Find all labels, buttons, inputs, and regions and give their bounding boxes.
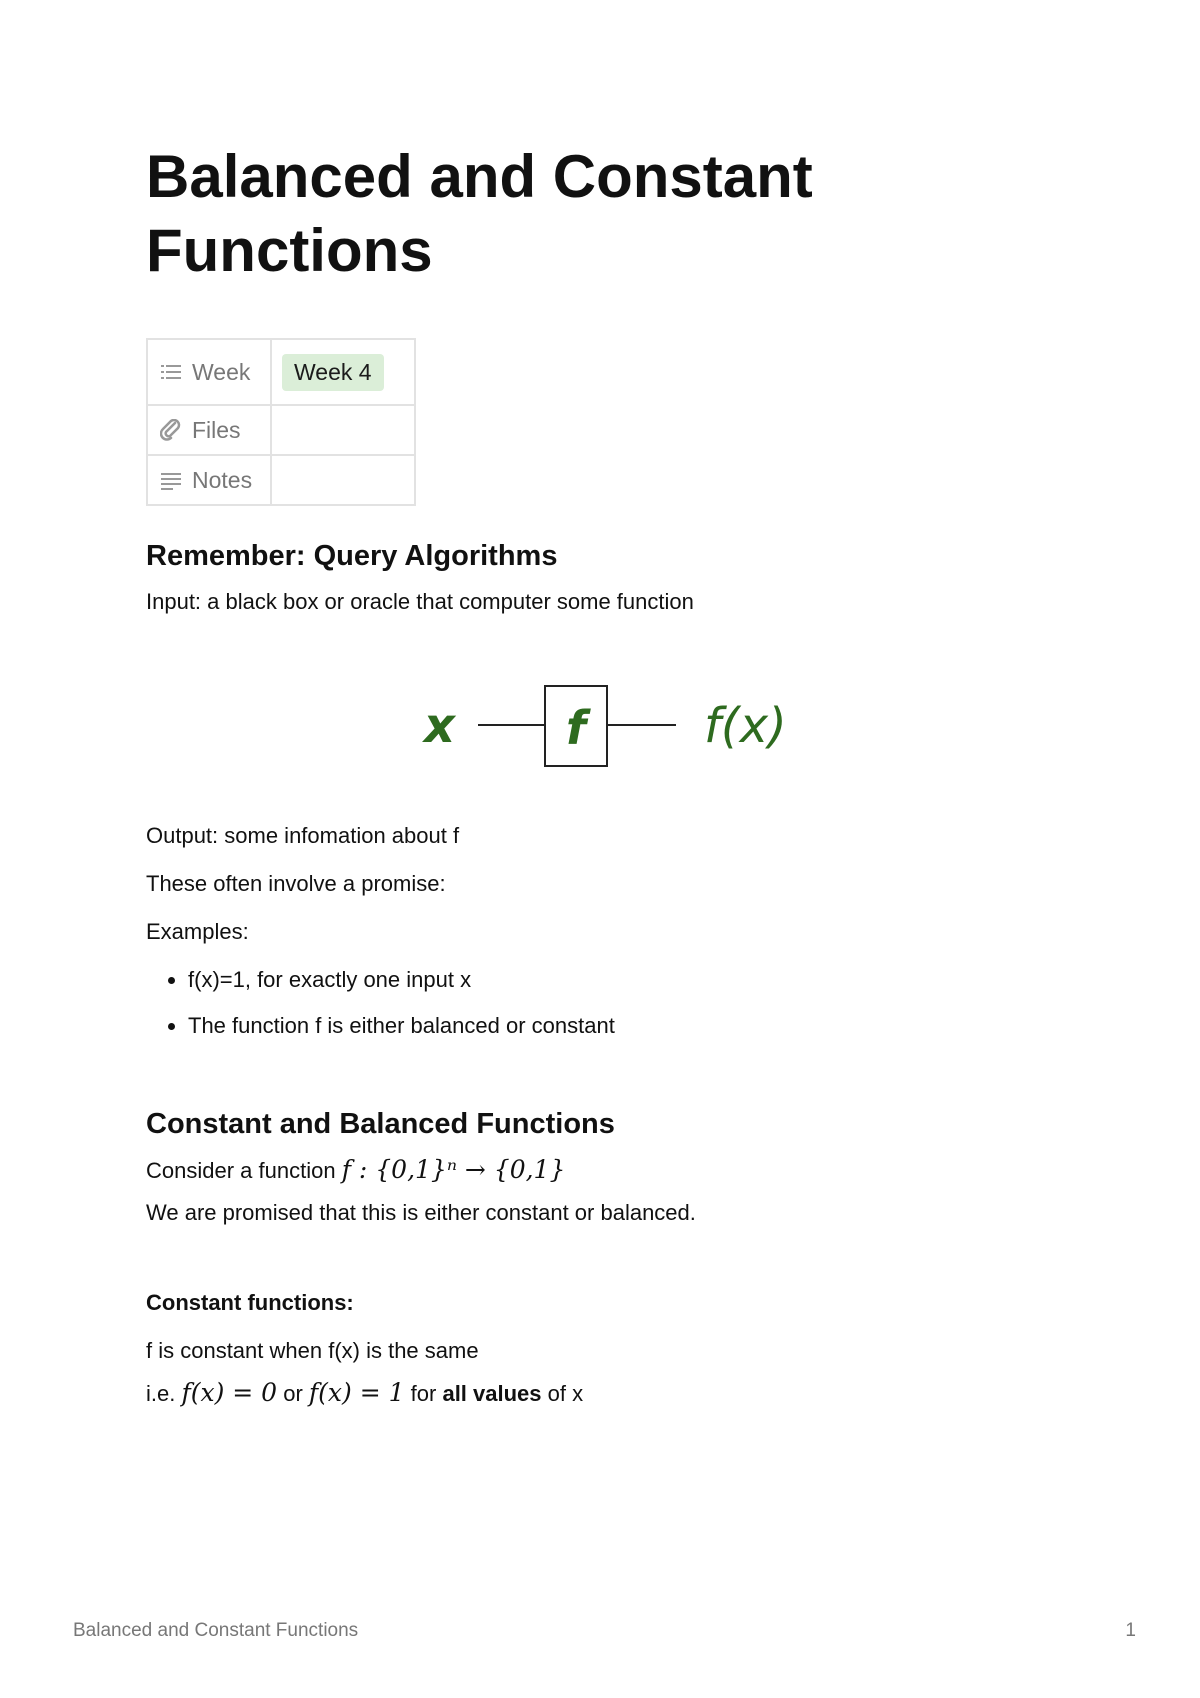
promise-text: These often involve a promise: <box>146 871 446 896</box>
oracle-diagram <box>386 670 826 770</box>
list-item: • f(x)=1, for exactly one input x <box>188 966 1066 994</box>
week-tag[interactable]: Week 4 <box>282 354 384 391</box>
files-value[interactable] <box>271 405 415 455</box>
examples-list <box>146 966 1066 1040</box>
section-heading-query-algorithms: Remember: Query Algorithms <box>146 540 558 572</box>
ie-or: or <box>283 1381 303 1406</box>
page-title: Balanced and Constant Functions <box>146 143 813 284</box>
ie-prefix: i.e. <box>146 1381 176 1406</box>
paperclip-icon <box>160 419 182 441</box>
property-row-files <box>147 405 415 455</box>
math-f-equals-0: f(x) = 0 <box>181 1378 278 1407</box>
property-key-week: Week <box>192 358 251 385</box>
constant-functions-heading: Constant functions: <box>146 1290 354 1315</box>
consider-prefix: Consider a function <box>146 1158 336 1183</box>
output-description: Output: some infomation about f <box>146 823 460 848</box>
diagram-input-label: x <box>424 698 455 754</box>
property-key-notes: Notes <box>192 466 253 493</box>
promised-text: We are promised that this is either constant or balanced. <box>146 1200 696 1225</box>
notes-value[interactable] <box>271 455 415 505</box>
list-item: • The function f is either balanced or constant <box>188 1012 1066 1040</box>
footer-title: Balanced and Constant Functions <box>73 1620 359 1641</box>
property-row-notes <box>147 455 415 505</box>
examples-label: Examples: <box>146 919 249 944</box>
function-signature-math: f : {0,1}ⁿ → {0,1} <box>341 1155 566 1184</box>
math-f-equals-1: f(x) = 1 <box>308 1378 405 1407</box>
ie-suffix: of x <box>547 1381 584 1406</box>
section-heading-constant-balanced: Constant and Balanced Functions <box>146 1108 615 1140</box>
ie-for: for <box>410 1381 437 1406</box>
constant-example <box>146 1379 1066 1408</box>
ie-all-values: all values <box>442 1381 542 1406</box>
text-lines-icon <box>160 469 182 491</box>
property-key-files: Files <box>192 416 241 443</box>
consider-function-text <box>146 1156 1066 1185</box>
list-icon <box>160 361 182 383</box>
diagram-output-label: f(x) <box>704 698 787 754</box>
diagram-box-label: f <box>565 701 587 755</box>
property-row-week <box>147 339 415 405</box>
properties-table <box>146 338 416 506</box>
document-content <box>146 140 1066 1408</box>
page-number: 1 <box>1125 1620 1136 1641</box>
input-description: Input: a black box or oracle that computer some function <box>146 589 694 614</box>
constant-description: f is constant when f(x) is the same <box>146 1338 479 1363</box>
